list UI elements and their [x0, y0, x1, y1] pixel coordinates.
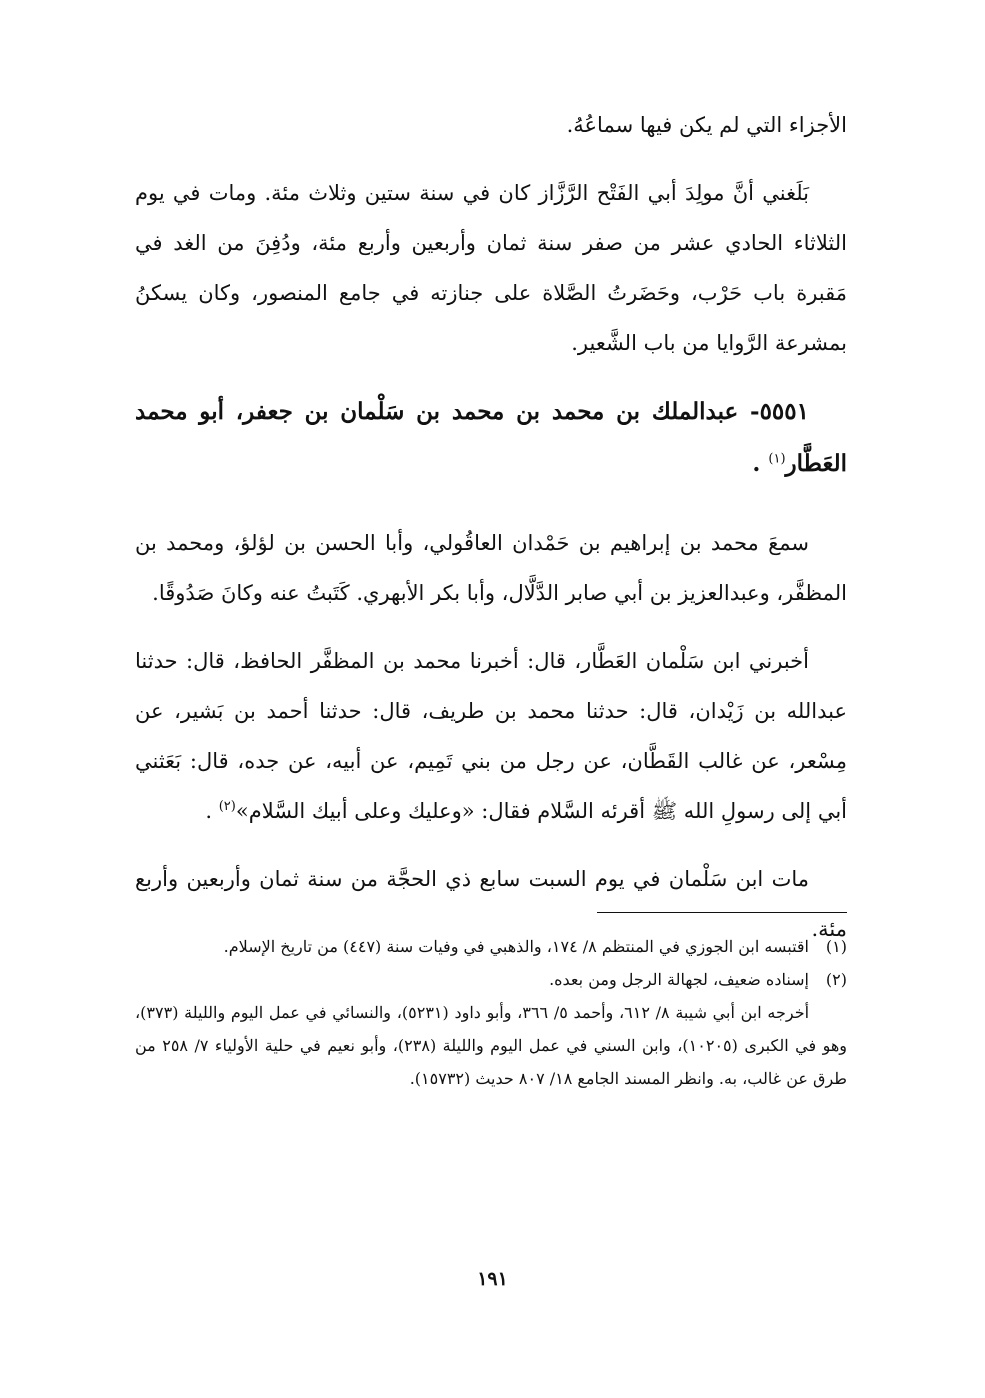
footnote-2-number: (٢)	[825, 970, 847, 989]
footnote-1	[135, 930, 847, 963]
paragraph-death: مات ابن سَلْمان في يوم السبت سابع ذي الحجَّة من سنة ثمان وأربعين وأربع مئة.	[135, 867, 847, 941]
footnote-ref-1: (١)	[768, 451, 786, 467]
biography-heading	[135, 386, 847, 490]
paragraph-birth-death: بَلَغني أنَّ مولِدَ أبي الفَتْح الرَّزَّاز كان في سنة ستين وثلاث مئة. ومات في يوم الثلاثاء الحادي عشر من صفر سنة ثمان وأربعين وأربع مئة، ودُفِنَ من الغد في مَقبرة باب حَرْب، وحَضَرتُ الصَّلاة على جنازته في جامع المنصور، وكان يسكنُ بمشرعة الرَّوايا من باب الشَّعير.	[135, 181, 848, 355]
page-number: ١٩١	[477, 1268, 508, 1290]
footnote-2-text: إسناده ضعيف، لجهالة الرجل ومن بعده.	[549, 970, 809, 989]
paragraph-continuation: الأجزاء التي لم يكن فيها سماعُهُ.	[566, 113, 847, 137]
footnote-2	[135, 963, 847, 996]
footnote-1-number: (١)	[825, 937, 847, 956]
footnote-1-text: اقتبسه ابن الجوزي في المنتظم ٨/ ١٧٤، والذهبي في وفيات سنة (٤٤٧) من تاريخ الإسلام.	[223, 937, 809, 956]
paragraph-hadith	[135, 636, 847, 836]
footnote-divider	[597, 912, 847, 913]
heading-text: ٥٥٥١- عبدالملك بن محمد بن محمد بن سَلْمان بن جعفر، أبو محمد العَطَّار	[135, 398, 847, 477]
heading-end: .	[752, 450, 769, 477]
footnotes	[135, 930, 847, 1095]
main-text	[135, 100, 847, 972]
paragraph-teachers: سمعَ محمد بن إبراهيم بن حَمْدان العاقُولي، وأبا الحسن بن لؤلؤ، ومحمد بن المظفَّر، وعبدالعزيز بن أبي صابر الدَّلَّال، وأبا بكر الأبهري. كَتَبتُ عنه وكانَ صَدُوقًا.	[135, 531, 847, 605]
hadith-text: أخبرني ابن سَلْمان العَطَّار، قال: أخبرنا محمد بن المظفَّر الحافظ، قال: حدثنا عبدالله بن زَيْدان، قال: حدثنا محمد بن طريف، قال: حدثنا أحمد بن بَشير، عن مِسْعر، عن غالب القَطَّان، عن رجل من بني تَمِيم، عن أبيه، عن جده، قال: بَعَثني أبي إلى رسولِ الله ﷺ أقرئه السَّلام فقال: «وعليك وعلى أبيك السَّلام»	[135, 649, 847, 823]
footnote-ref-2: (٢)	[218, 799, 236, 814]
hadith-end: .	[205, 799, 219, 823]
footnote-2-continuation: أخرجه ابن أبي شيبة ٨/ ٦١٢، وأحمد ٥/ ٣٦٦، وأبو داود (٥٢٣١)، والنسائي في عمل اليوم والليلة (٣٧٣)، وهو في الكبرى (١٠٢٠٥)، وابن السني في عمل اليوم والليلة (٢٣٨)، وأبو نعيم في حلية الأولياء ٧/ ٢٥٨ من طرق عن غالب، به. وانظر المسند الجامع ١٨/ ٨٠٧ حديث (١٥٧٣٢).	[135, 1003, 848, 1088]
